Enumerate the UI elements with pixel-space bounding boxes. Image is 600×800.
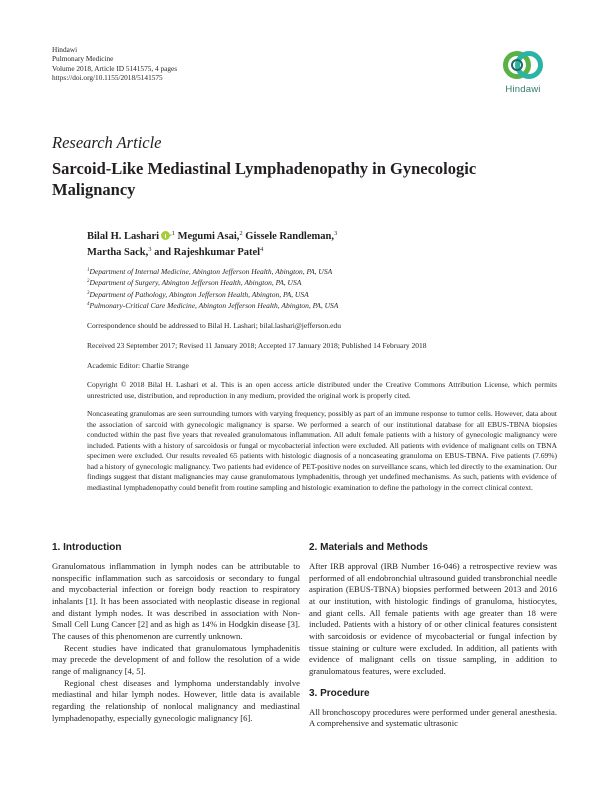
author-name[interactable]: Gissele Randleman, <box>245 231 334 242</box>
author-affil-mark: ,1 <box>170 230 175 237</box>
author-affil-mark: 3 <box>148 245 152 253</box>
journal-info <box>52 45 177 83</box>
section-heading-procedure: 3. Procedure <box>309 687 370 699</box>
right-column <box>309 541 557 730</box>
author-affil-mark: 4 <box>260 245 264 253</box>
author-list <box>87 229 557 260</box>
affiliation: $^2$Department of Surgery, Abington Jefferson Health, Abington, PA, USA <box>87 278 302 288</box>
affiliation: $^1$Department of Internal Medicine, Abington Jefferson Health, Abington, PA, USA <box>87 267 333 276</box>
article-type: Research Article <box>52 133 162 152</box>
section-heading-methods: 2. Materials and Methods <box>309 542 428 553</box>
left-column <box>52 541 300 724</box>
affiliation: $^3$Department of Pathology, Abington Jefferson Health, Abington, PA, USA <box>87 289 309 299</box>
author-affil-mark: 2 <box>239 230 243 237</box>
journal-name: Pulmonary Medicine <box>52 54 114 64</box>
journal-doi[interactable]: https://doi.org/10.1155/2018/5141575 <box>52 73 163 83</box>
abstract: Noncaseating granulomas are seen surrounding tumors with varying frequency, possibly as part of an immune response to tumor cells. However, data about the association of sarcoid with gynecologic malignancy is sparse. We performed a search of our institutional database for all EBUS-TBNA biopsies conducted within the past five years that revealed granulomatous inflammation. All adult female patients with a history of gynecologic malignancy were included. Patients with a history of sarcoidosis or fungal or mycobacterial infection were excluded. All patients with evidence of malignant cells on TBNA specimen were excluded. Our results revealed 65 patients with histologic diagnosis of a noncaseating granuloma on EBUS-TBNA. Five patients (7.69%) had a history of gynecologic malignancy. Two patients had evidence of PET-positive nodes on surveillance scans, which led directly to the examination. Our findings suggest that distant malignancies may cause granulomatous lymphadenitis, through yet undefined mechanisms. As such, patients with evidence of mediastinal lymphadenopathy could benefit from routine sampling and histologic examination to define the pathology in the correct clinical context. <box>87 409 557 492</box>
hindawi-logo-icon <box>500 46 546 84</box>
affiliations <box>87 266 557 311</box>
article-title: Sarcoid-Like Mediastinal Lymphadenopathy in Gynecologic Malignancy <box>52 159 477 199</box>
section-heading-introduction: 1. Introduction <box>52 542 122 553</box>
author-name[interactable]: Martha Sack, <box>87 246 149 258</box>
hindawi-logo-text: Hindawi <box>505 84 541 95</box>
author-name[interactable]: Bilal H. Lashari <box>87 231 160 242</box>
correspondence: Correspondence should be addressed to Bilal H. Lashari; bilal.lashari@jefferson.edu <box>87 321 341 330</box>
journal-publisher: Hindawi <box>52 45 78 54</box>
journal-volume: Volume 2018, Article ID 5141575, 4 pages <box>52 63 178 73</box>
affiliation: $^4$Pulmonary-Critical Care Medicine, Abington Jefferson Health, Abington, PA, USA <box>87 300 339 310</box>
author-name[interactable]: Megumi Asai, <box>177 231 240 242</box>
copyright-notice: Copyright © 2018 Bilal H. Lashari et al. This is an open access article distributed under the Creative Commons Attribution License, which permits unrestricted use, distribution, and reproduction in any medium, provided the original work is properly cited. <box>87 380 557 400</box>
paragraph: After IRB approval (IRB Number 16-046) a retrospective review was performed of all endobronchial ultrasound guided transbronchial needle aspiration (EBUS-TBNA) biopsies performed between 2013 and 2016 at our institution, with histologic findings of granuloma, histiocytes, and giant cells. All female patients with age greater than 18 were included. Patients with a history of or other clinical features consistent with sarcoidosis or evidence of mycobacterial or fungal infection by tissue staining or culture were excluded. In addition, all patients with evidence of malignant cells on tissue sampling, in addition to granulomatous features, were excluded. <box>309 561 557 676</box>
paragraph: All bronchoscopy procedures were performed under general anesthesia. A comprehensive and systematic ultrasonic <box>309 706 557 729</box>
academic-editor: Academic Editor: Charlie Strange <box>87 361 189 370</box>
publication-dates: Received 23 September 2017; Revised 11 January 2018; Accepted 17 January 2018; Published 14 February 2018 <box>87 341 427 350</box>
paragraph: Granulomatous inflammation in lymph nodes can be attributable to nonspecific inflammation such as sarcoidosis or secondary to fungal and mycobacterial infection or foreign body reaction to respiratory inhalants [1]. It has been associated with neoplastic disease in regional and distant lymph nodes. It was described in association with Non-Small Cell Lung Cancer [2] and as high as 14% in Hodgkin disease [3]. The causes of this phenomenon are currently unknown. <box>52 561 300 641</box>
author-affil-mark: 3 <box>333 230 338 237</box>
paragraph: Recent studies have indicated that granulomatous lymphadenitis may precede the development of and follow the resolution of a wide range of malignancy [4, 5]. <box>52 642 300 676</box>
author-name[interactable]: and Rajeshkumar Patel <box>154 246 261 258</box>
hindawi-logo[interactable] <box>497 46 549 106</box>
orcid-icon[interactable] <box>161 231 170 240</box>
paragraph: Regional chest diseases and lymphoma understandably involve mediastinal and hilar lymph nodes. However, little data is available regarding the relationship of nonlocal malignancy and mediastinal lymphadenopathy, especially gynecologic malignancy [6]. <box>52 677 300 723</box>
